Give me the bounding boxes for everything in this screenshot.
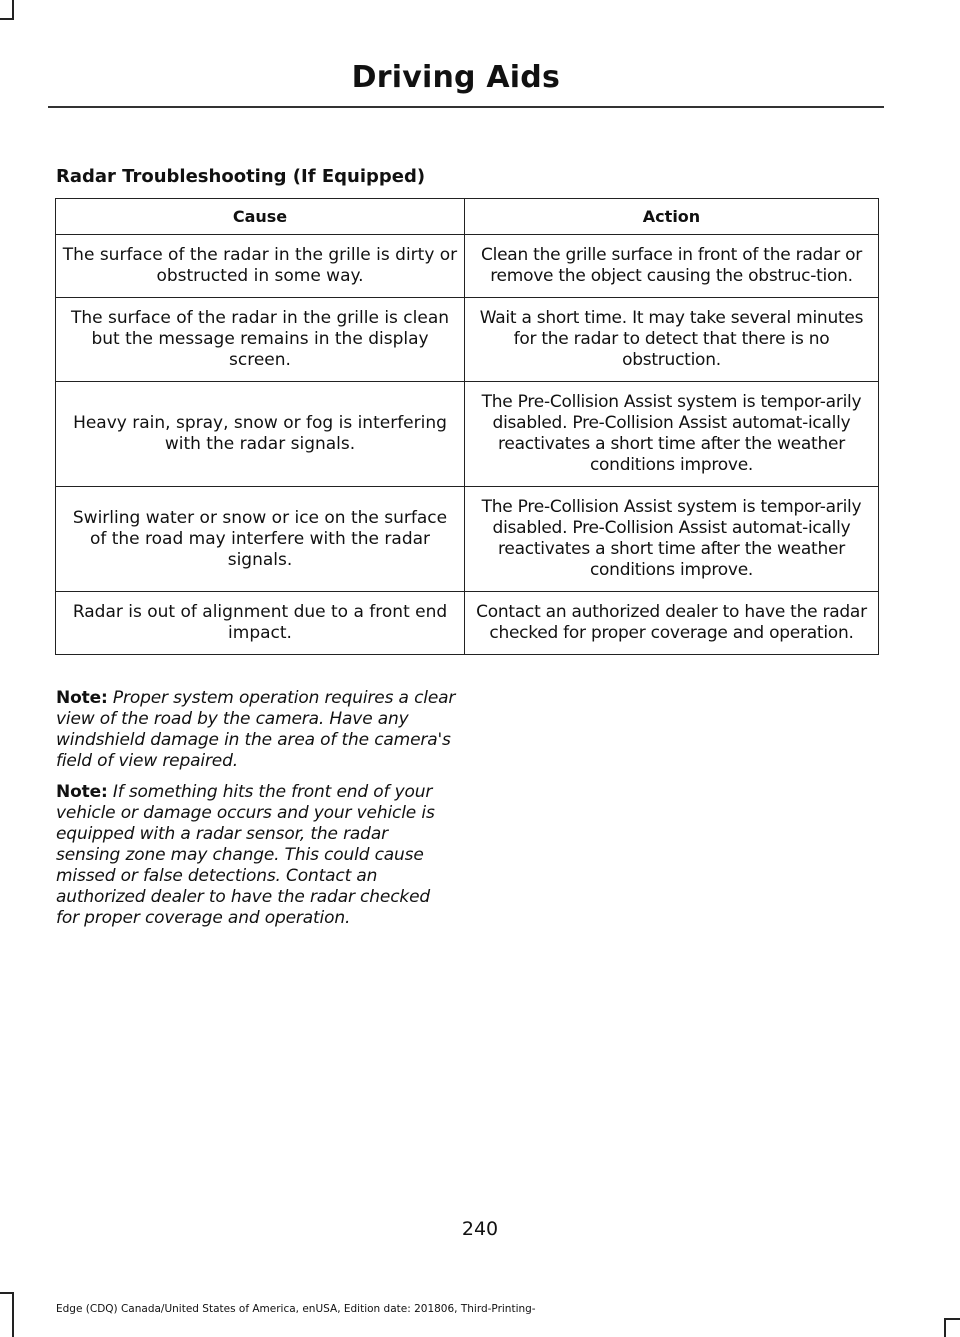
note-label: Note: — [56, 782, 108, 802]
page-number: 240 — [461, 1218, 499, 1240]
table-header-row — [56, 199, 879, 235]
crop-mark-bottom-left — [12, 1292, 14, 1337]
page-title: Driving Aids — [351, 60, 560, 95]
action-cell: The Pre-Collision Assist system is tempor-arily disabled. Pre-Collision Assist automat-ically reactivates a short time after the weather conditions improve. — [465, 487, 879, 592]
cause-cell: Heavy rain, spray, snow or fog is interfering with the radar signals. — [56, 382, 465, 487]
troubleshooting-table — [55, 198, 879, 655]
crop-mark-top-left — [12, 0, 14, 18]
cause-cell: The surface of the radar in the grille is clean but the message remains in the display screen. — [56, 298, 465, 382]
crop-mark-top-left — [0, 18, 14, 20]
action-cell: Clean the grille surface in front of the radar or remove the object causing the obstruc-tion. — [465, 235, 879, 298]
section-title: Radar Troubleshooting (If Equipped) — [56, 166, 426, 187]
cause-cell: The surface of the radar in the grille is dirty or obstructed in some way. — [56, 235, 465, 298]
table-row — [56, 382, 879, 487]
note-text: If something hits the front end of your vehicle or damage occurs and your vehicle is equipped with a radar sensor, the radar sensing zone may change. This could cause missed or false detections. Contact an authorized dealer to have the radar checked for proper coverage and operation. — [56, 782, 435, 928]
column-header-cause: Cause — [56, 199, 465, 235]
header-divider — [48, 106, 884, 108]
table-row — [56, 487, 879, 592]
table-row — [56, 298, 879, 382]
column-header-action: Action — [465, 199, 879, 235]
note-paragraph — [56, 782, 456, 929]
note-label: Note: — [56, 688, 108, 708]
edition-footer: Edge (CDQ) Canada/United States of America, enUSA, Edition date: 201806, Third-Printing- — [56, 1303, 536, 1315]
action-cell: Contact an authorized dealer to have the radar checked for proper coverage and operation. — [465, 592, 879, 655]
table-row — [56, 235, 879, 298]
note-text: Proper system operation requires a clear view of the road by the camera. Have any windshield damage in the area of the camera's field of view repaired. — [56, 688, 456, 771]
crop-mark-bottom-right — [944, 1318, 960, 1320]
notes-section — [56, 688, 456, 939]
cause-cell: Radar is out of alignment due to a front end impact. — [56, 592, 465, 655]
action-cell: The Pre-Collision Assist system is tempor-arily disabled. Pre-Collision Assist automat-ically reactivates a short time after the weather conditions improve. — [465, 382, 879, 487]
crop-mark-bottom-right — [944, 1318, 946, 1337]
crop-mark-bottom-left — [0, 1292, 14, 1294]
cause-cell: Swirling water or snow or ice on the surface of the road may interfere with the radar signals. — [56, 487, 465, 592]
note-paragraph — [56, 688, 456, 772]
action-cell: Wait a short time. It may take several minutes for the radar to detect that there is no obstruction. — [465, 298, 879, 382]
table-row — [56, 592, 879, 655]
